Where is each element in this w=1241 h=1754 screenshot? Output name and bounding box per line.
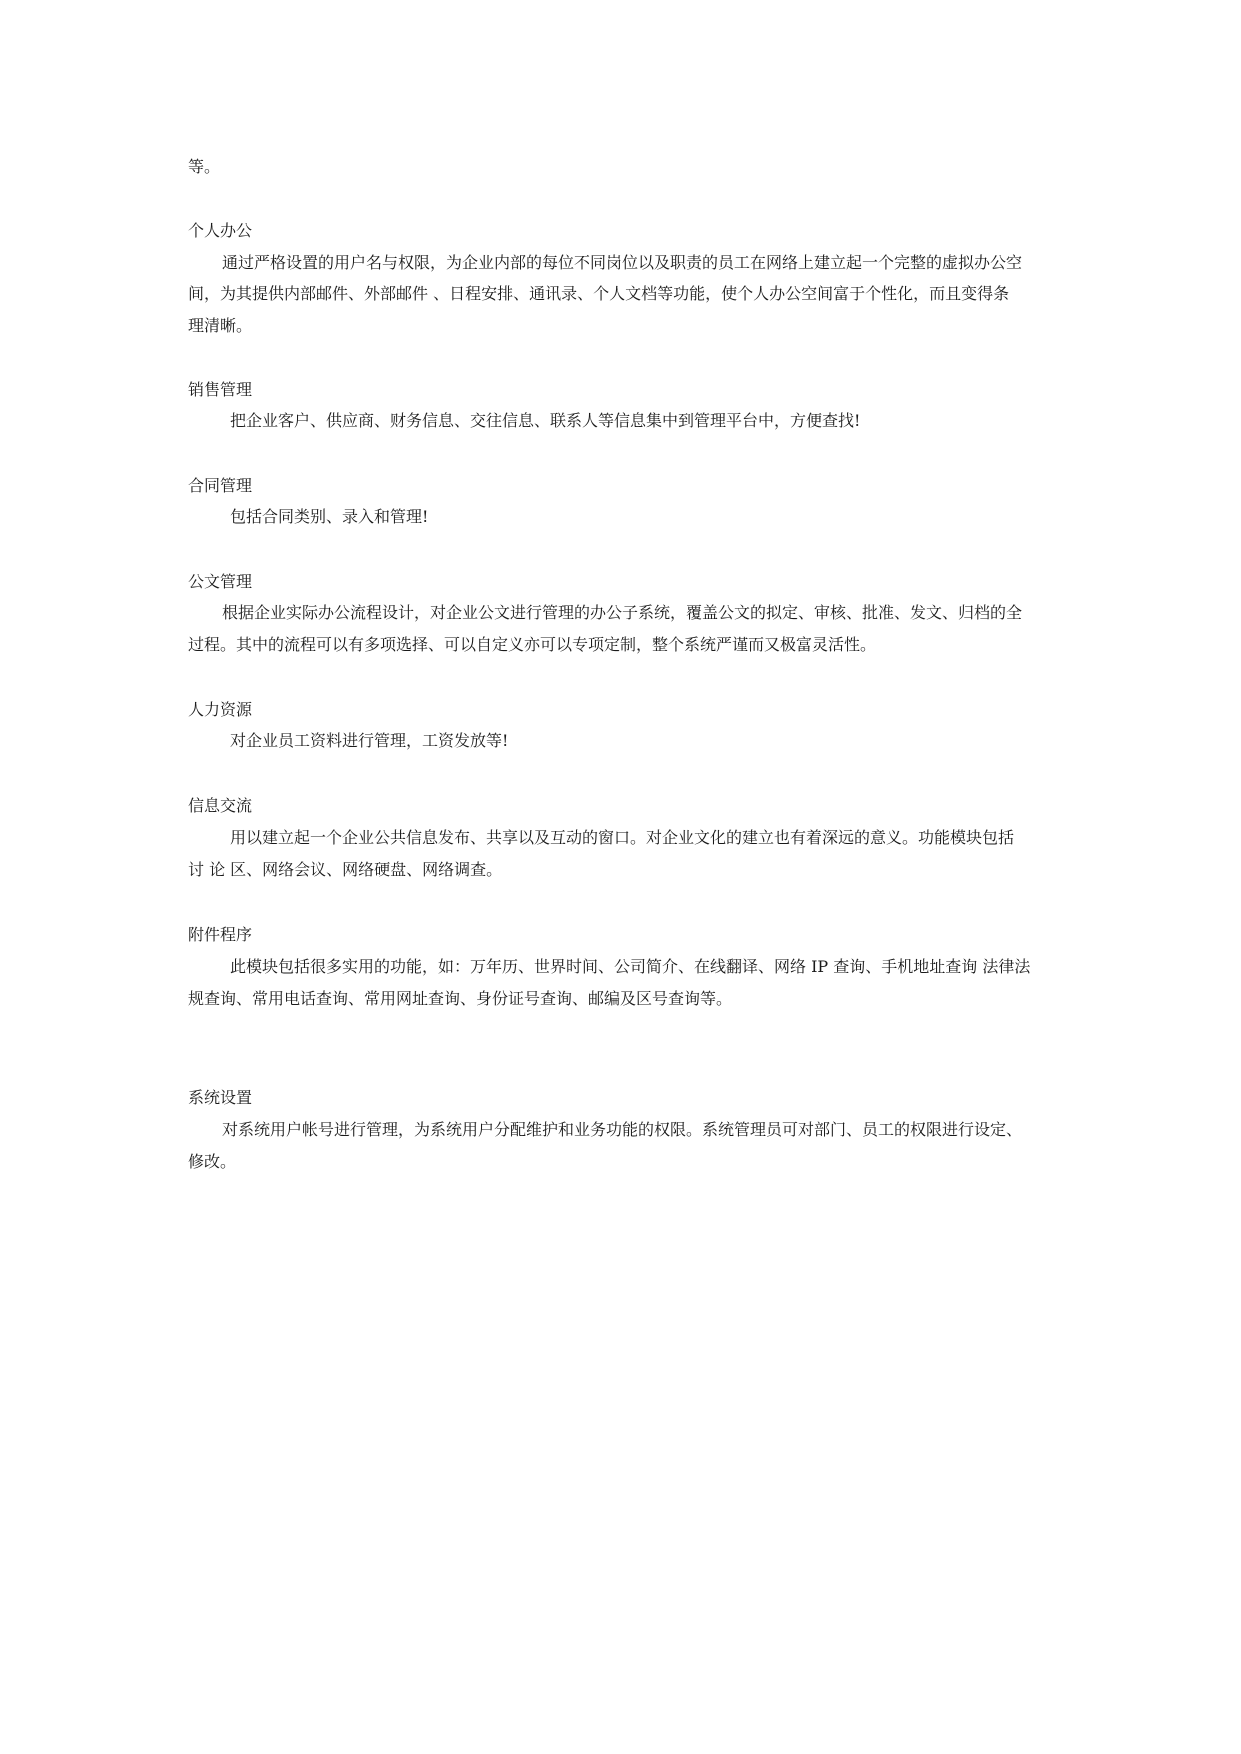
section-text-line: 把企业客户、供应商、财务信息、交往信息、联系人等信息集中到管理平台中，方便查找!: [230, 411, 861, 430]
leading-fragment: 等。: [188, 157, 221, 176]
section-text-line: 规查询、常用电话查询、常用网址查询、身份证号查询、邮编及区号查询等。: [188, 989, 733, 1008]
section-text-line: 通过严格设置的用户名与权限，为企业内部的每位不同岗位以及职责的员工在网络上建立起一个完整的虚拟办公空: [222, 253, 1023, 272]
section-heading-hr: 人力资源: [188, 700, 253, 719]
section-text-line: 间，为其提供内部邮件、外部邮件 、日程安排、通讯录、个人文档等功能，使个人办公空间富于个性化，而且变得条: [188, 284, 1010, 303]
section-heading-documents: 公文管理: [188, 572, 253, 591]
section-heading-system-settings: 系统设置: [188, 1088, 253, 1107]
section-text-line: 包括合同类别、录入和管理!: [230, 507, 429, 526]
section-text-line: 对企业员工资料进行管理，工资发放等!: [230, 731, 509, 750]
section-text-line: 理清晰。: [188, 316, 253, 335]
section-heading-accessories: 附件程序: [188, 925, 253, 944]
section-text-line: 用以建立起一个企业公共信息发布、共享以及互动的窗口。对企业文化的建立也有着深远的意义。功能模块包括: [230, 828, 1015, 847]
section-text-line: 此模块包括很多实用的功能，如：万年历、世界时间、公司简介、在线翻译、网络 IP 查询、手机地址查询 法律法: [230, 957, 1031, 976]
section-text-line: 根据企业实际办公流程设计，对企业公文进行管理的办公子系统，覆盖公文的拟定、审核、批准、发文、归档的全: [222, 603, 1023, 622]
section-text-line: 对系统用户帐号进行管理，为系统用户分配维护和业务功能的权限。系统管理员可对部门、员工的权限进行设定、: [222, 1120, 1023, 1139]
section-heading-info-exchange: 信息交流: [188, 796, 253, 815]
section-heading-contract: 合同管理: [188, 476, 253, 495]
section-text-line: 修改。: [188, 1152, 237, 1171]
section-text-line: 过程。其中的流程可以有多项选择、可以自定义亦可以专项定制，整个系统严谨而又极富灵活性。: [188, 635, 877, 654]
section-text-line: 讨 论 区、网络会议、网络硬盘、网络调查。: [188, 860, 503, 879]
section-heading-personal-office: 个人办公: [188, 221, 253, 240]
section-heading-sales: 销售管理: [188, 380, 253, 399]
